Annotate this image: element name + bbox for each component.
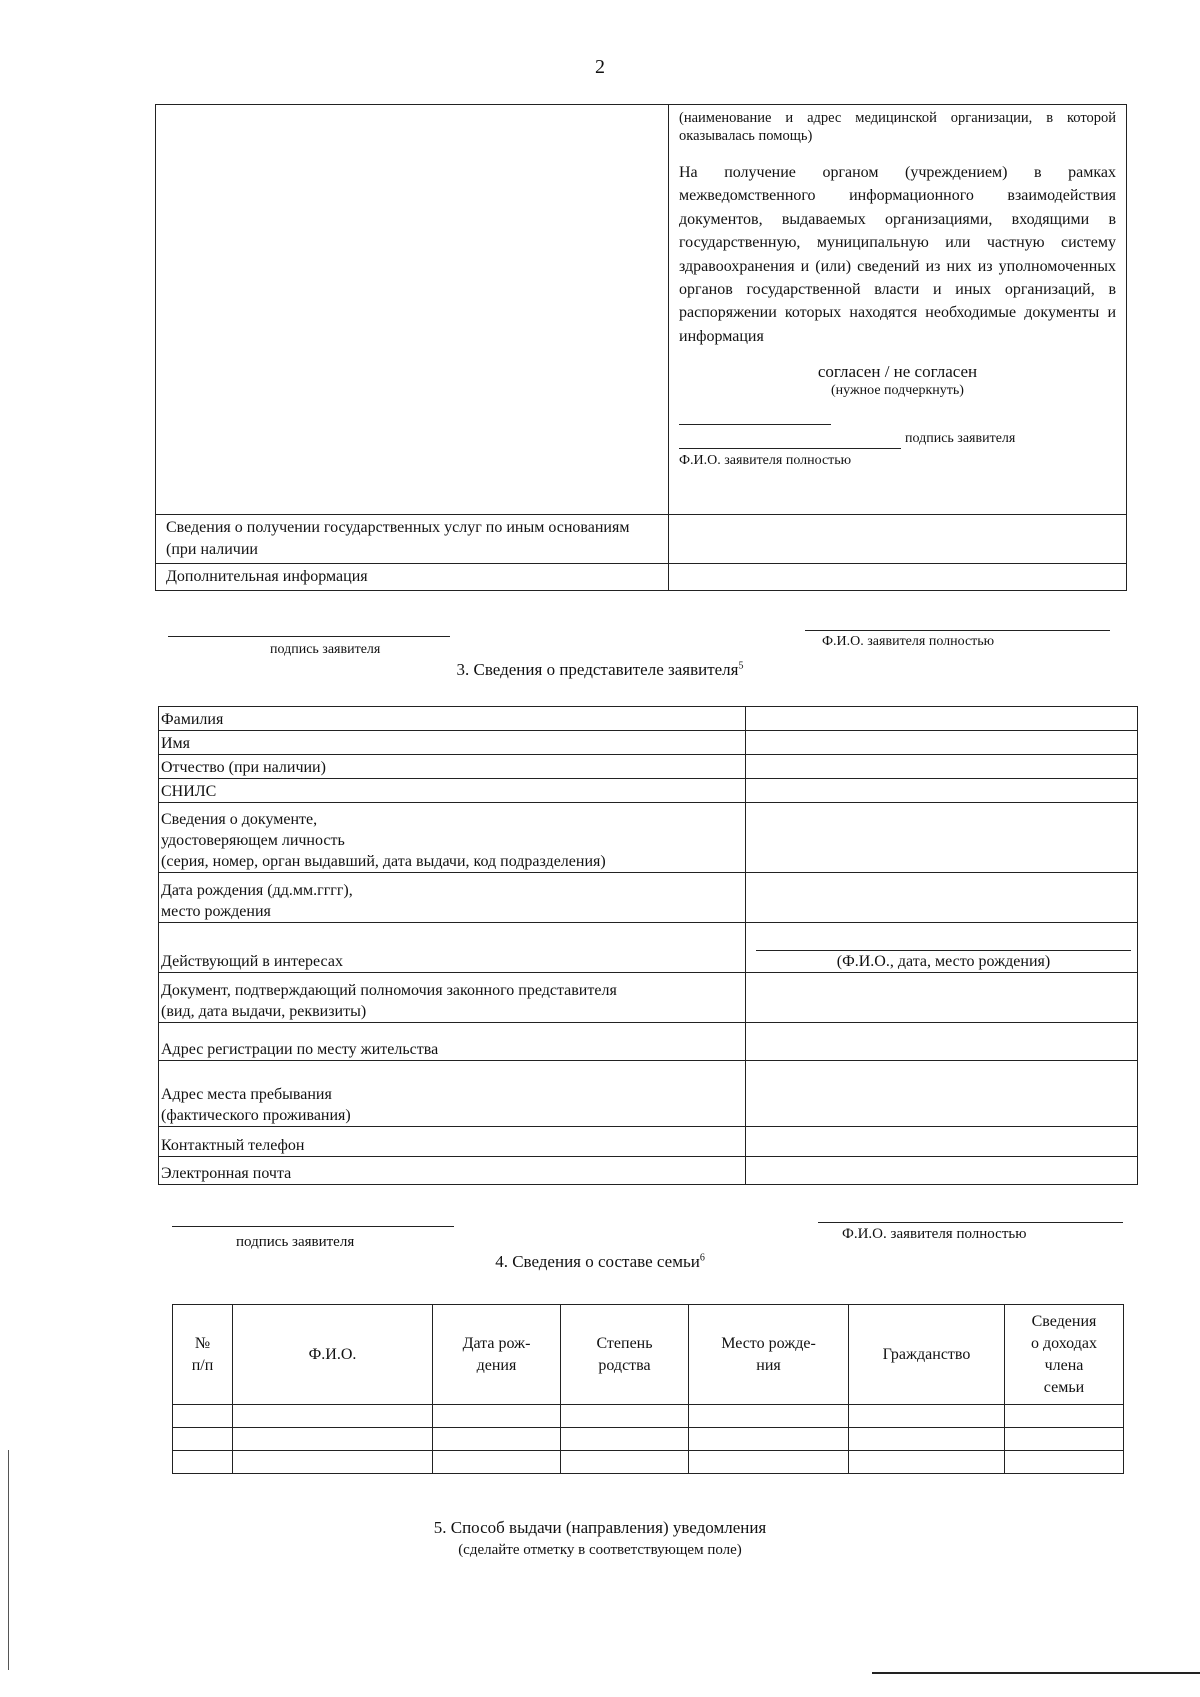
consent-fio-caption: Ф.И.О. заявителя полностью: [679, 453, 852, 469]
row-value[interactable]: [746, 755, 1138, 779]
col-relation: Степень родства: [561, 1305, 689, 1405]
row-value[interactable]: [746, 1127, 1138, 1157]
section-5-title: 5. Способ выдачи (направления) уведомления: [433, 1518, 767, 1537]
fio-line[interactable]: [679, 448, 901, 449]
fio-caption-1: Ф.И.О. заявителя полностью: [822, 634, 995, 649]
acting-in-interests-value[interactable]: [746, 923, 1138, 973]
row-value[interactable]: [746, 803, 1138, 873]
row-value[interactable]: [746, 1157, 1138, 1185]
medical-consent-table: [155, 104, 1127, 591]
signature-caption-1: подпись заявителя: [270, 642, 381, 657]
fio-line-2[interactable]: [818, 1222, 1123, 1223]
additional-info-value[interactable]: [669, 564, 1127, 591]
family-row: [173, 1405, 1124, 1428]
signature-caption-2: подпись заявителя: [236, 1234, 355, 1250]
col-citizenship: Гражданство: [849, 1305, 1005, 1405]
agree-hint: (нужное подчеркнуть): [831, 383, 964, 399]
acting-hint: (Ф.И.О., дата, место рождения): [756, 950, 1131, 972]
row-label: Имя: [159, 731, 746, 755]
signature-line[interactable]: [679, 424, 831, 425]
row-label: Адрес регистрации по месту жительства: [159, 1023, 746, 1061]
page-number: 2: [595, 56, 605, 78]
signature-line-2[interactable]: [172, 1226, 454, 1227]
section-3-title: 3. Сведения о представителе заявителя$^5$: [456, 660, 744, 679]
row-value[interactable]: [746, 1061, 1138, 1127]
org-caption: (наименование и адрес медицинской организации, в которой оказывалась помощь): [679, 110, 1116, 144]
row-value[interactable]: [746, 973, 1138, 1023]
consent-text: На получение органом (учреждением) в рамках межведомственного информационного взаимодействия документов, выдаваемых организациями, входящими в государственную, муниципальную или частную систему здравоохранения и (или) сведений из них из уполномоченных органов государственной власти и иных организаций, в распоряжении которых находятся необходимые документы и информация: [679, 164, 1116, 345]
other-services-label: Сведения о получении государственных услуг по иным основаниям (при наличии: [156, 515, 669, 564]
row-label: Действующий в интересах: [159, 923, 746, 973]
row-label: Сведения о документе, удостоверяющем личность (серия, номер, орган выдавший, дата выдачи, код подразделения): [159, 803, 746, 873]
section-4-title: 4. Сведения о составе семьи$^6$: [495, 1252, 705, 1271]
family-table: [172, 1304, 1124, 1474]
bottom-rule: [872, 1672, 1200, 1674]
col-number: № п/п: [173, 1305, 233, 1405]
row-value[interactable]: [746, 1023, 1138, 1061]
col-birthdate: Дата рож- дения: [433, 1305, 561, 1405]
row-label: СНИЛС: [159, 779, 746, 803]
consent-cell: [669, 105, 1127, 515]
representative-table: [158, 706, 1138, 1185]
row-value[interactable]: [746, 873, 1138, 923]
consent-signature-caption: подпись заявителя: [905, 431, 1016, 447]
row-label: Документ, подтверждающий полномочия законного представителя (вид, дата выдачи, реквизиты): [159, 973, 746, 1023]
col-birthplace: Место рожде- ния: [689, 1305, 849, 1405]
row-label: Отчество (при наличии): [159, 755, 746, 779]
additional-info-label: Дополнительная информация: [156, 564, 669, 591]
other-services-value[interactable]: [669, 515, 1127, 564]
row-label: Дата рождения (дд.мм.гггг), место рождения: [159, 873, 746, 923]
row-label: Адрес места пребывания (фактического проживания): [159, 1061, 746, 1127]
agree-options[interactable]: согласен / не согласен: [817, 362, 978, 382]
row-label: Электронная почта: [159, 1157, 746, 1185]
row-value[interactable]: [746, 731, 1138, 755]
scan-edge-mark: [8, 1450, 9, 1670]
col-fio: Ф.И.О.: [233, 1305, 433, 1405]
row-value[interactable]: [746, 779, 1138, 803]
fio-caption-2: Ф.И.О. заявителя полностью: [842, 1226, 1027, 1242]
fio-line-1[interactable]: [805, 630, 1110, 631]
signature-line-1[interactable]: [168, 636, 450, 637]
family-row: [173, 1428, 1124, 1451]
family-row: [173, 1451, 1124, 1474]
consent-signature-area: [679, 404, 1116, 470]
empty-left-cell: [156, 105, 669, 515]
row-label: Контактный телефон: [159, 1127, 746, 1157]
section-5-subtitle: (сделайте отметку в соответствующем поле): [458, 1542, 742, 1558]
row-label: Фамилия: [159, 707, 746, 731]
row-value[interactable]: [746, 707, 1138, 731]
col-income: Сведения о доходах члена семьи: [1005, 1305, 1124, 1405]
